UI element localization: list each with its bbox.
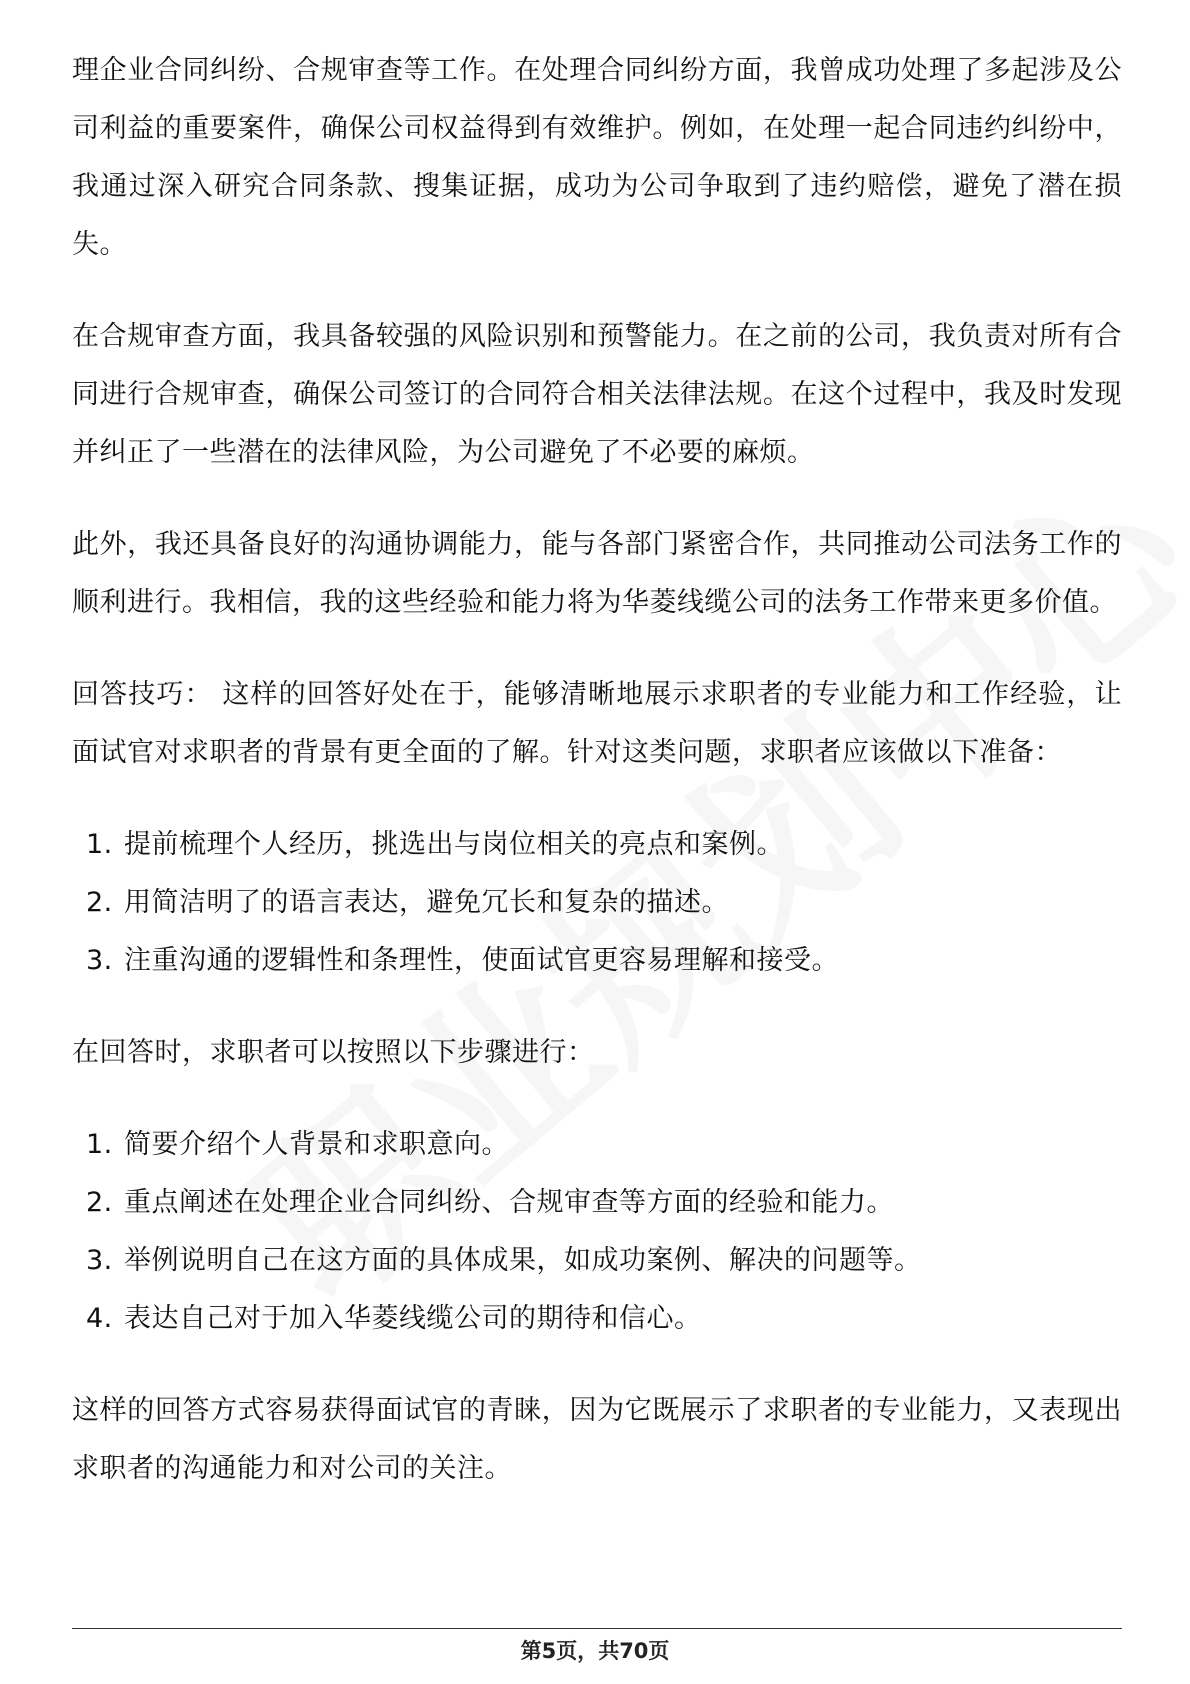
list-item [72, 1232, 1122, 1290]
list-number: 1. [86, 1129, 113, 1160]
list-item-text: 简要介绍个人背景和求职意向。 [124, 1129, 509, 1160]
steps-list [72, 1116, 1122, 1348]
paragraph-answer-tips: 回答技巧： 这样的回答好处在于，能够清晰地展示求职者的专业能力和工作经验，让面试官对求职者的背景有更全面的了解。针对这类问题，求职者应该做以下准备： [72, 679, 1122, 768]
paragraph-closing: 这样的回答方式容易获得面试官的青睐，因为它既展示了求职者的专业能力，又表现出求职者的沟通能力和对公司的关注。 [72, 1395, 1122, 1484]
list-item-text: 重点阐述在处理企业合同纠纷、合规审查等方面的经验和能力。 [124, 1187, 894, 1218]
paragraph-contract-disputes: 理企业合同纠纷、合规审查等工作。在处理合同纠纷方面，我曾成功处理了多起涉及公司利益的重要案件，确保公司权益得到有效维护。例如，在处理一起合同违约纠纷中，我通过深入研究合同条款、搜集证据，成功为公司争取到了违约赔偿，避免了潜在损失。 [72, 55, 1122, 260]
list-item [72, 1290, 1122, 1348]
list-number: 3. [86, 945, 113, 976]
list-item [72, 1174, 1122, 1232]
list-item-text: 注重沟通的逻辑性和条理性，使面试官更容易理解和接受。 [124, 945, 839, 976]
list-item [72, 816, 1122, 874]
document-body [72, 42, 1122, 1532]
list-item-text: 提前梳理个人经历，挑选出与岗位相关的亮点和案例。 [124, 829, 784, 860]
paragraph-communication: 此外，我还具备良好的沟通协调能力，能与各部门紧密合作，共同推动公司法务工作的顺利进行。我相信，我的这些经验和能力将为华菱线缆公司的法务工作带来更多价值。 [72, 529, 1122, 618]
paragraph-steps-intro: 在回答时，求职者可以按照以下步骤进行： [72, 1037, 595, 1068]
paragraph-compliance-review: 在合规审查方面，我具备较强的风险识别和预警能力。在之前的公司，我负责对所有合同进行合规审查，确保公司签订的合同符合相关法律法规。在这个过程中，我及时发现并纠正了一些潜在的法律风险，为公司避免了不必要的麻烦。 [72, 321, 1122, 468]
list-number: 2. [86, 1187, 113, 1218]
list-item [72, 932, 1122, 990]
list-item [72, 1116, 1122, 1174]
list-item-text: 表达自己对于加入华菱线缆公司的期待和信心。 [124, 1303, 702, 1334]
page-number: 第5页，共70页 [520, 1639, 670, 1663]
footer-divider [72, 1628, 1122, 1629]
list-number: 3. [86, 1245, 113, 1276]
list-item-text: 用简洁明了的语言表达，避免冗长和复杂的描述。 [124, 887, 729, 918]
list-number: 4. [86, 1303, 113, 1334]
list-number: 2. [86, 887, 113, 918]
list-item-text: 举例说明自己在这方面的具体成果，如成功案例、解决的问题等。 [124, 1245, 922, 1276]
preparation-list [72, 816, 1122, 990]
list-item [72, 874, 1122, 932]
list-number: 1. [86, 829, 113, 860]
